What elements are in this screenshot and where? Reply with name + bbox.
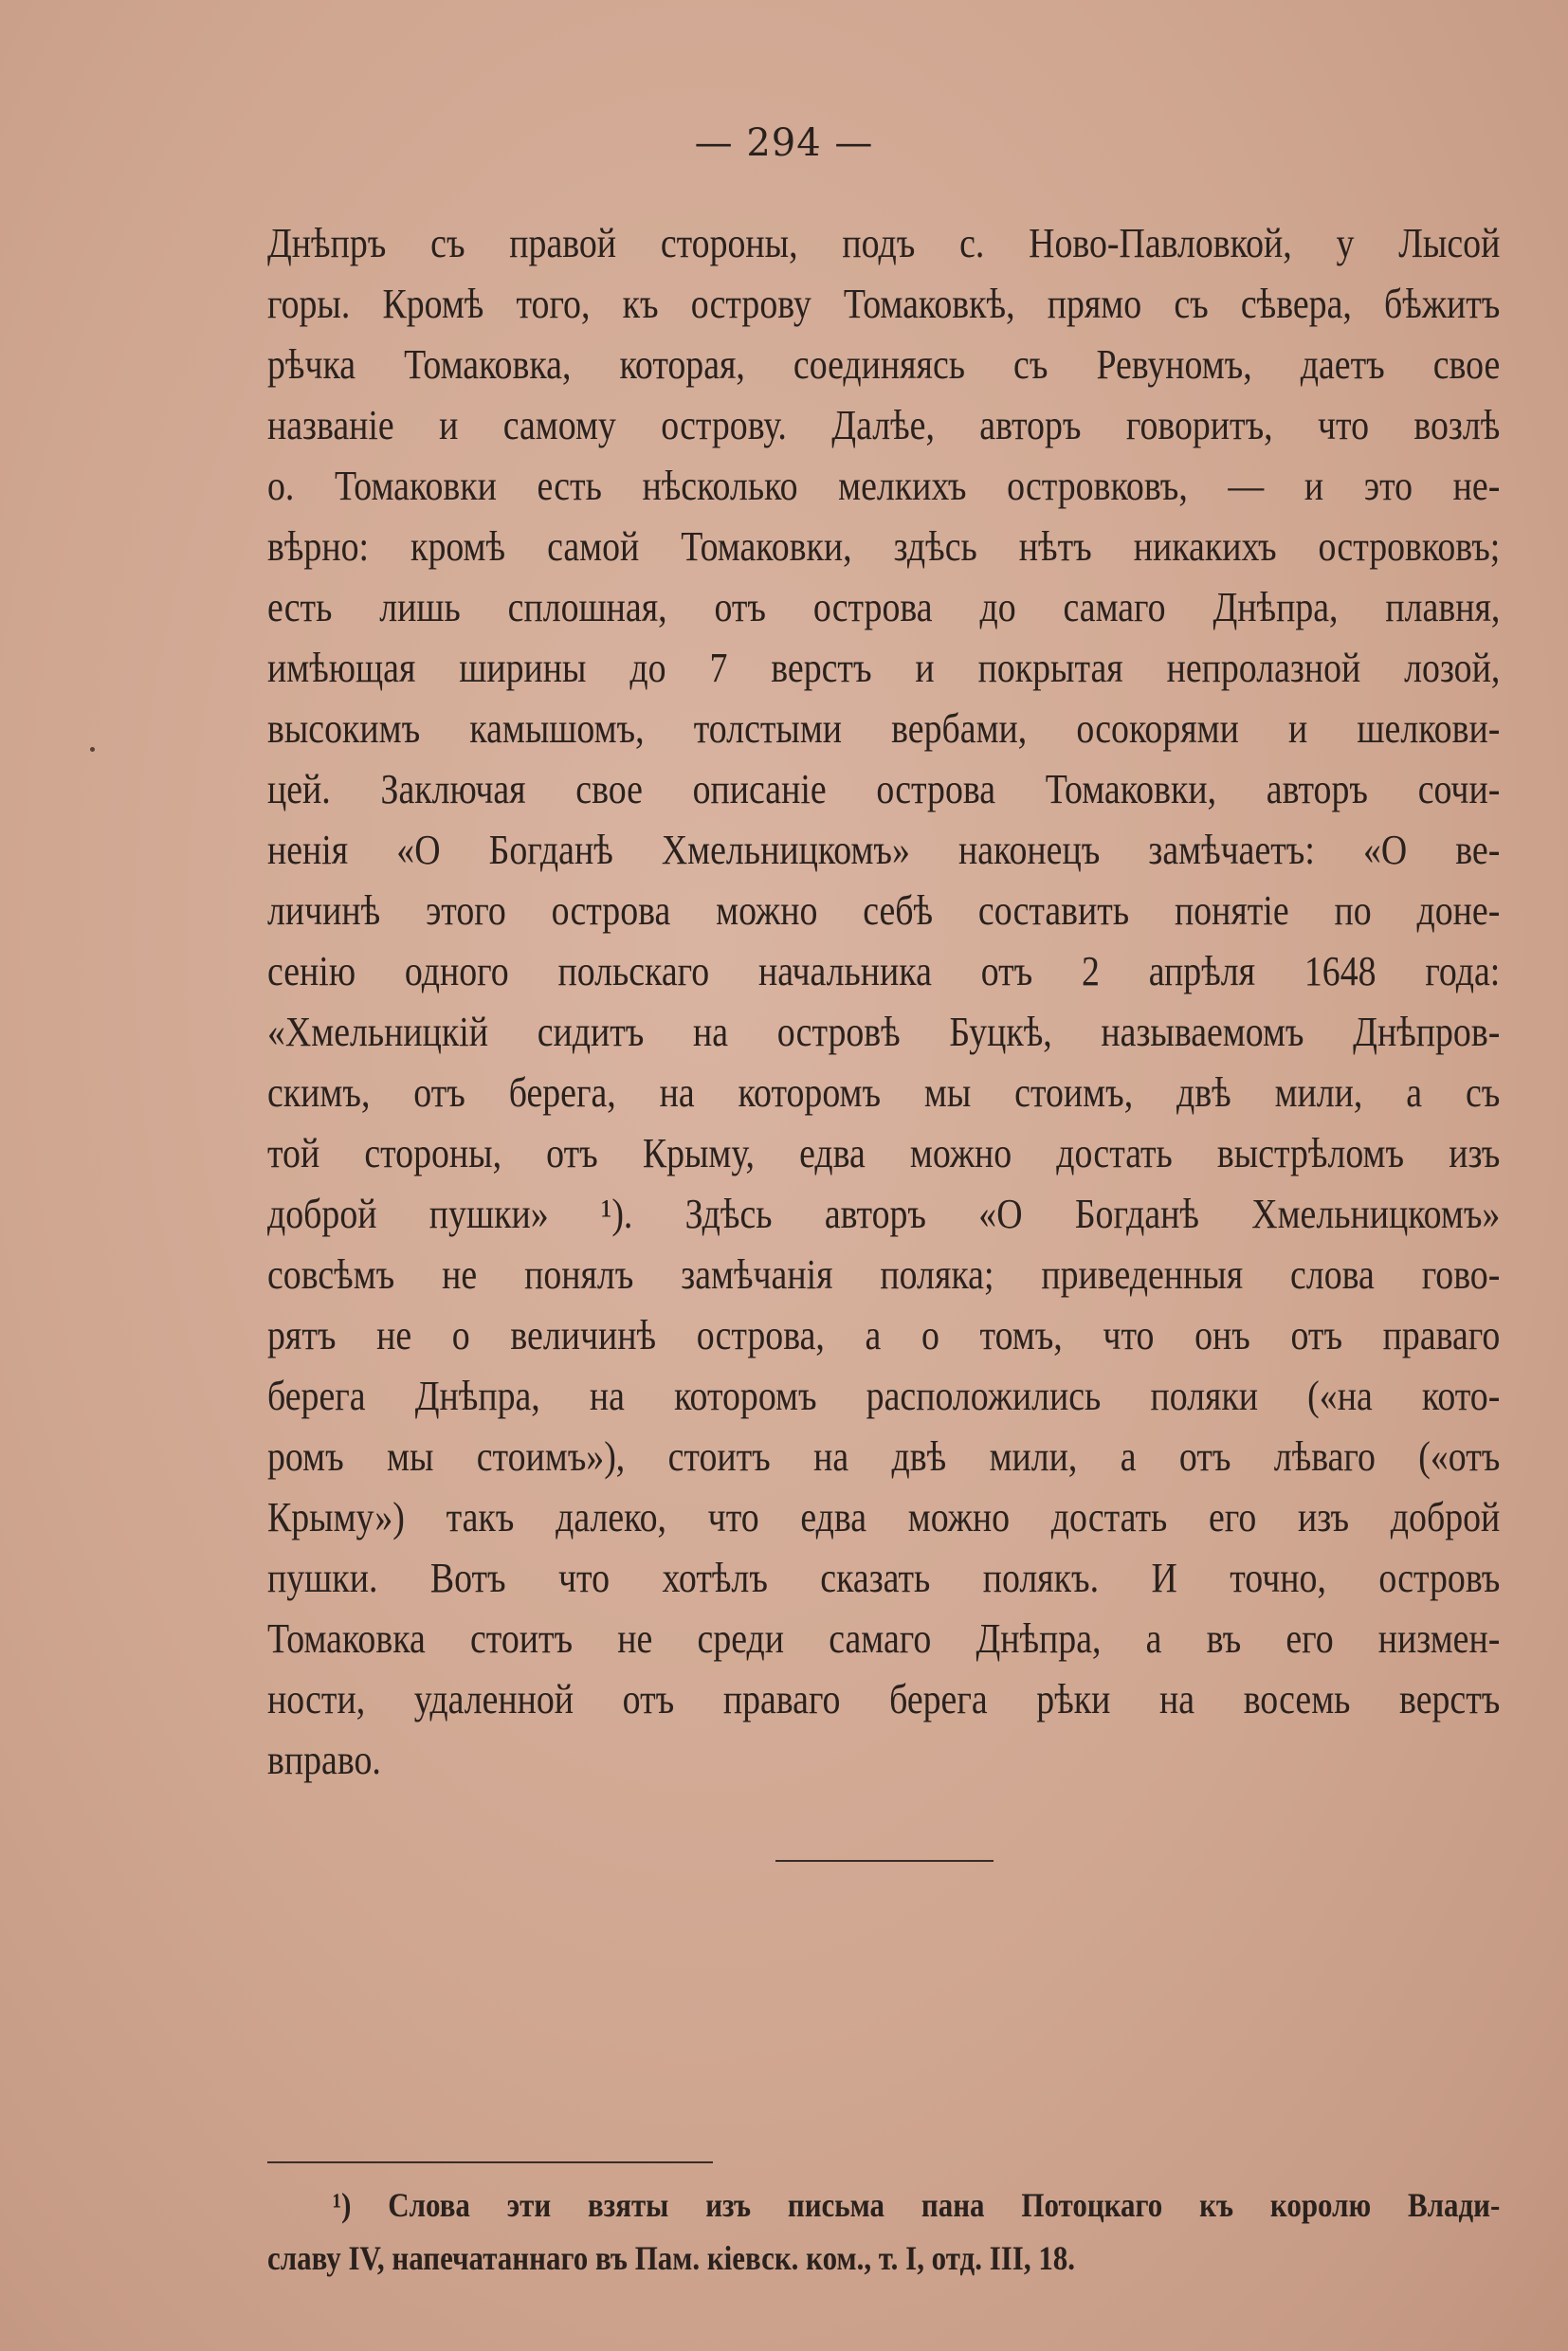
text-line: есть лишь сплошная, отъ острова до самаго Днѣпра, плавня,: [267, 584, 1501, 630]
text-line: сенію одного польскаго начальника отъ 2 апрѣля 1648 года:: [267, 948, 1501, 994]
text-line: скимъ, отъ берега, на которомъ мы стоимъ, двѣ мили, а съ: [267, 1069, 1501, 1116]
text-line: берега Днѣпра, на которомъ расположились поляки («на кото-: [267, 1373, 1501, 1419]
text-line: вправо.: [267, 1737, 381, 1783]
text-line: ности, удаленной отъ праваго берега рѣки на восемь верстъ: [267, 1676, 1501, 1722]
text-line: вѣрно: кромѣ самой Томаковки, здѣсь нѣтъ никакихъ островковъ;: [267, 523, 1501, 570]
section-separator: [775, 1860, 994, 1862]
text-line: о. Томаковки есть нѣсколько мелкихъ островковъ, — и это не-: [267, 463, 1501, 509]
text-line: цей. Заключая свое описаніе острова Томаковки, авторъ сочи-: [267, 766, 1501, 812]
text-line: рятъ не о величинѣ острова, а о томъ, что онъ отъ праваго: [267, 1312, 1501, 1358]
text-line: высокимъ камышомъ, толстыми вербами, осокорями и шелкови-: [267, 705, 1501, 752]
footnote-line: ¹) Слова эти взяты изъ письма пана Потоцкаго къ королю Влади-: [332, 2186, 1501, 2224]
text-line: доброй пушки» ¹). Здѣсь авторъ «О Богданѣ Хмельницкомъ»: [267, 1191, 1501, 1237]
text-line: ромъ мы стоимъ»), стоитъ на двѣ мили, а отъ лѣваго («отъ: [267, 1433, 1501, 1480]
text-line: Днѣпръ съ правой стороны, подъ с. Ново-Павловкой, у Лысой: [267, 220, 1501, 266]
text-line: Томаковка стоитъ не среди самаго Днѣпра, а въ его низмен-: [267, 1615, 1501, 1662]
text-line: той стороны, отъ Крыму, едва можно достать выстрѣломъ изъ: [267, 1130, 1501, 1176]
text-line: пушки. Вотъ что хотѣлъ сказать полякъ. И точно, островъ: [267, 1555, 1501, 1601]
body-text: [267, 213, 1500, 1791]
footnotes: [267, 2178, 1500, 2285]
text-line: названіе и самому острову. Далѣе, авторъ говоритъ, что возлѣ: [267, 402, 1501, 448]
text-line: совсѣмъ не понялъ замѣчанія поляка; приведенныя слова гово-: [267, 1251, 1501, 1298]
text-line: Крыму») такъ далеко, что едва можно достать его изъ доброй: [267, 1494, 1501, 1540]
footnote-rule: [267, 2161, 713, 2163]
footnote-line: славу IV, напечатаннаго въ Пам. кіевск. ком., т. I, отд. III, 18.: [267, 2239, 1076, 2277]
page-number: — 294 —: [694, 121, 874, 165]
text-line: горы. Кромѣ того, къ острову Томаковкѣ, прямо съ сѣвера, бѣжитъ: [267, 281, 1501, 327]
text-line: «Хмельницкій сидитъ на островѣ Буцкѣ, называемомъ Днѣпров-: [267, 1009, 1501, 1055]
text-line: ненія «О Богданѣ Хмельницкомъ» наконецъ замѣчаетъ: «О ве-: [267, 827, 1501, 873]
text-line: имѣющая ширины до 7 верстъ и покрытая непролазной лозой,: [267, 645, 1501, 691]
margin-speck: [90, 747, 95, 752]
text-line: рѣчка Томаковка, которая, соединяясь съ Ревуномъ, даетъ свое: [267, 341, 1501, 388]
text-line: личинѣ этого острова можно себѣ составить понятіе по доне-: [267, 887, 1501, 934]
